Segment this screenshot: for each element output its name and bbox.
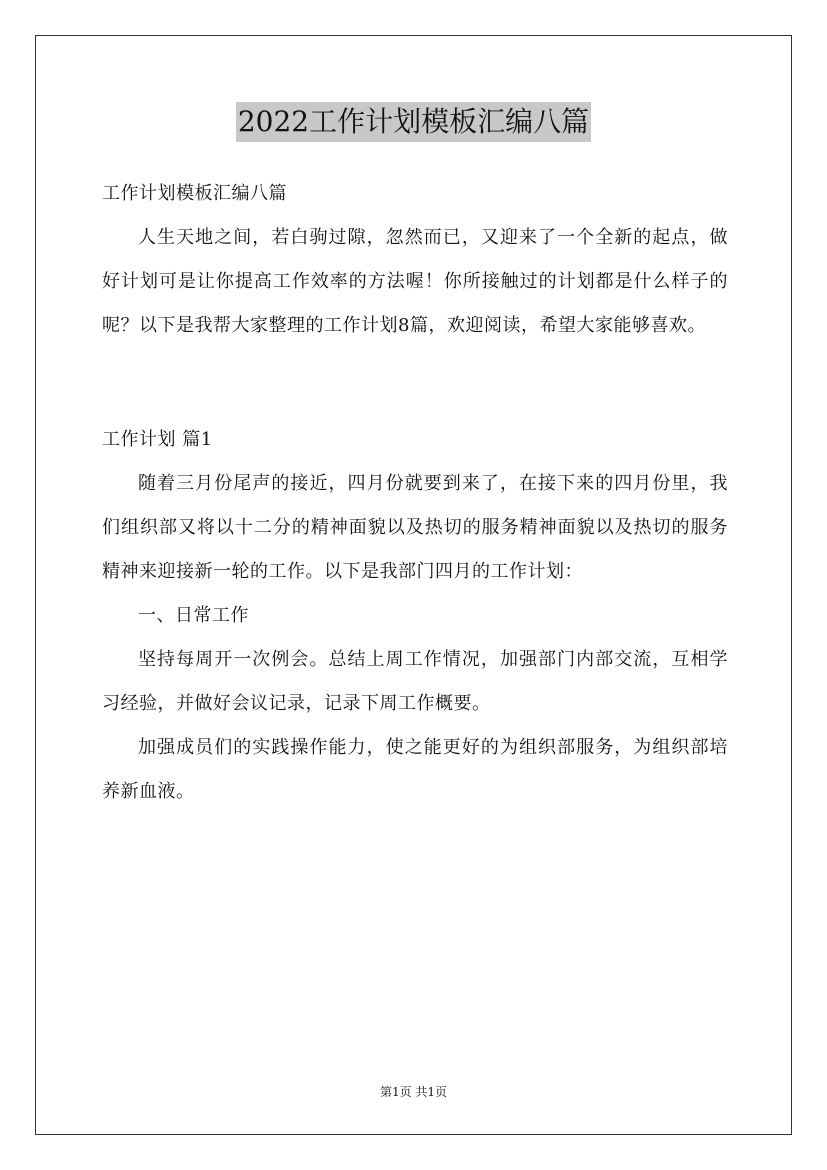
sub-heading: 一、日常工作	[138, 605, 249, 626]
document-body	[102, 172, 728, 814]
intro-paragraph: 人生天地之间，若白驹过隙，忽然而已，又迎来了一个全新的起点，做好计划可是让你提高工作效率的方法喔！你所接触过的计划都是什么样子的呢？以下是我帮大家整理的工作计划8篇，欢迎阅读，希望大家能够喜欢。	[102, 227, 728, 336]
body-paragraph: 加强成员们的实践操作能力，使之能更好的为组织部服务，为组织部培养新血液。	[102, 737, 728, 802]
section-spacer	[102, 348, 728, 418]
section-heading: 工作计划 篇1	[102, 429, 213, 450]
page-footer	[0, 1084, 827, 1100]
document-subtitle: 工作计划模板汇编八篇	[102, 183, 287, 204]
page-number: 第1页 共1页	[379, 1085, 448, 1099]
body-paragraph: 坚持每周开一次例会。总结上周工作情况，加强部门内部交流，互相学习经验，并做好会议记录，记录下周工作概要。	[102, 649, 728, 714]
document-title: 2022工作计划模板汇编八篇	[236, 102, 591, 142]
body-paragraph: 随着三月份尾声的接近，四月份就要到来了，在接下来的四月份里，我们组织部又将以十二分的精神面貌以及热切的服务精神面貌以及热切的服务精神来迎接新一轮的工作。以下是我部门四月的工作计划：	[102, 473, 728, 582]
title-container	[0, 102, 827, 142]
